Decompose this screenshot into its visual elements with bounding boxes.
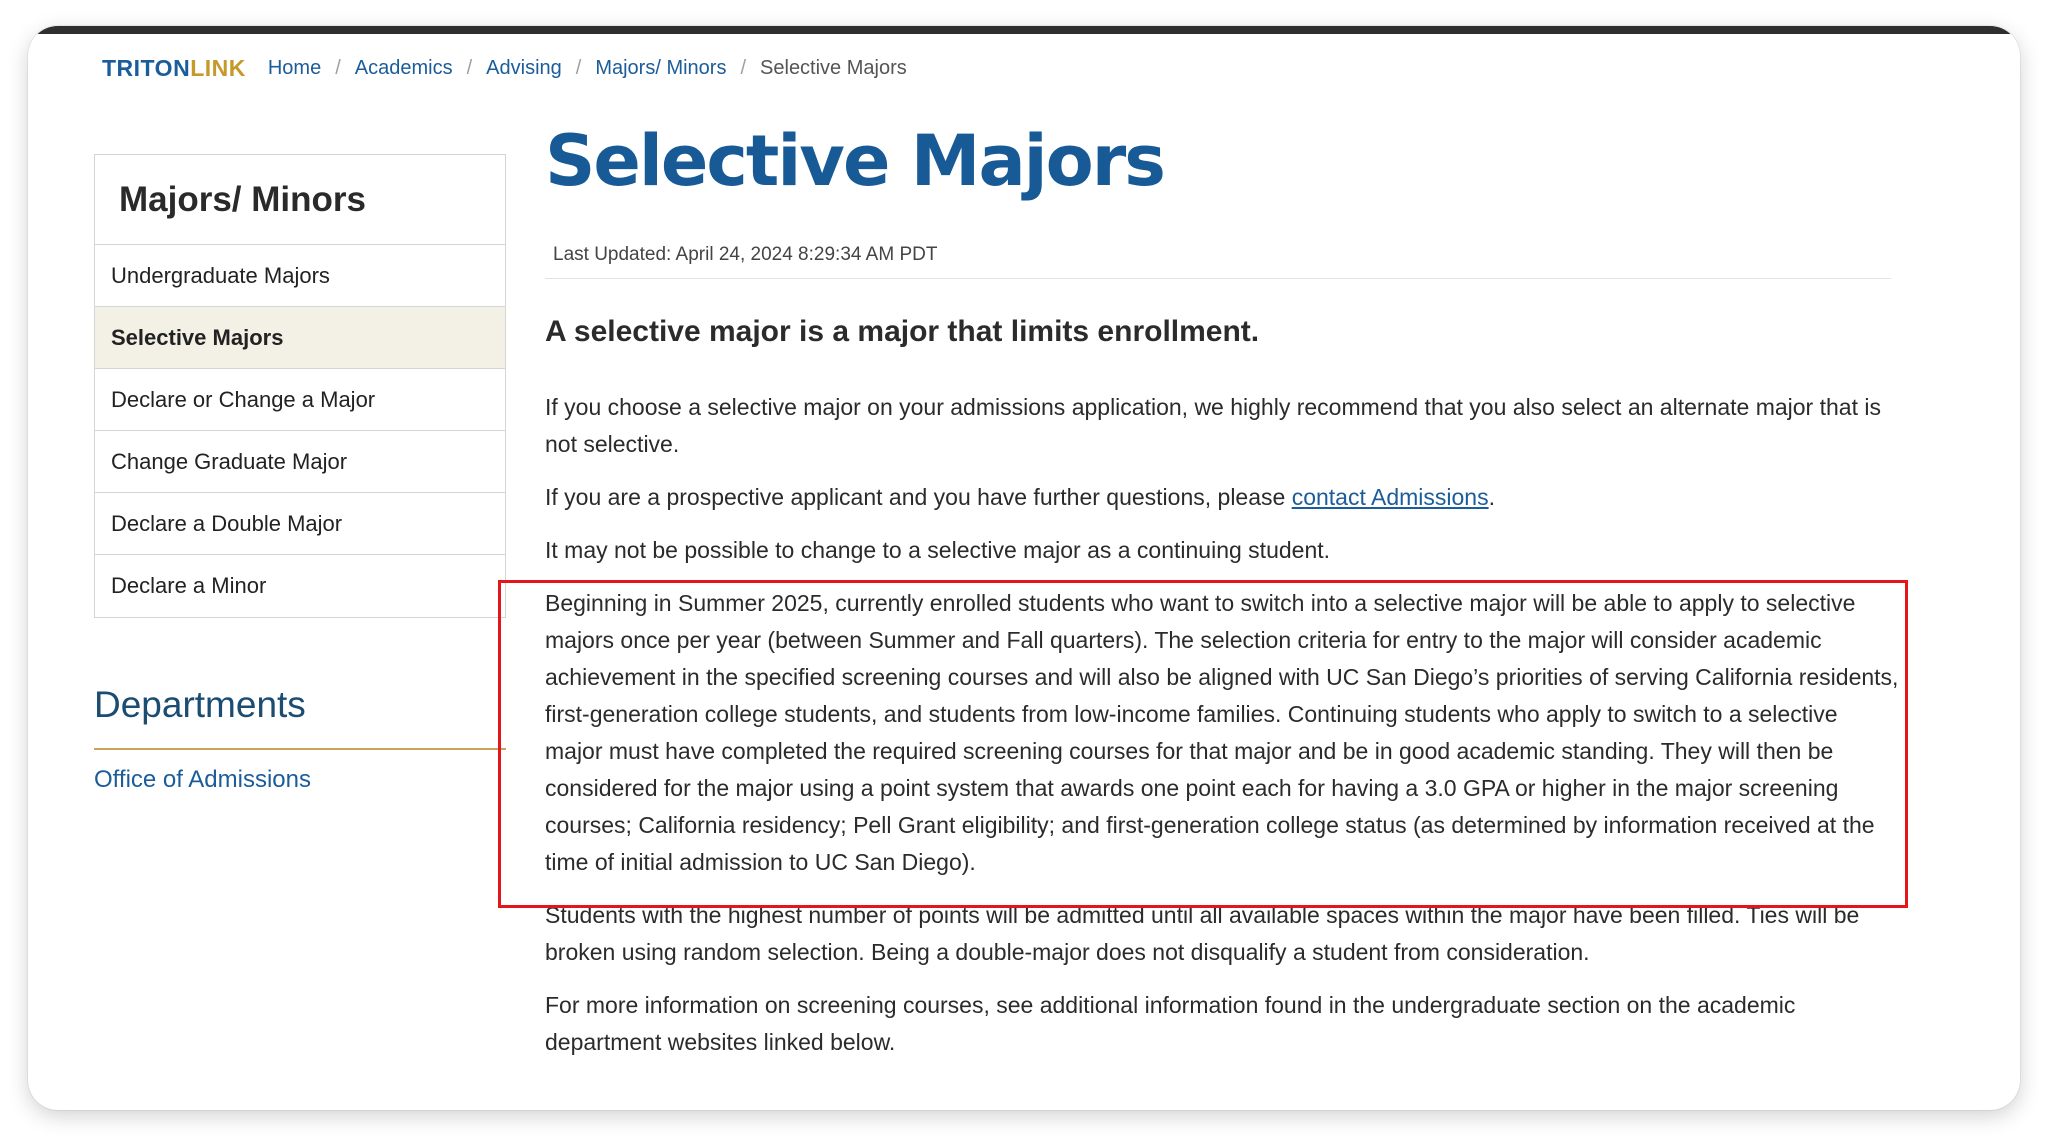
paragraph-more-info: For more information on screening courses, see additional information found in the undergraduate section on the academic department websites linked below.: [545, 992, 1796, 1055]
paragraph-contact-text: If you are a prospective applicant and you have further questions, please: [545, 484, 1292, 510]
contact-admissions-link[interactable]: contact Admissions: [1291, 484, 1489, 510]
sidebar-nav: [94, 154, 506, 618]
paragraph-alternate-major: If you choose a selective major on your admissions application, we highly recommend that you also select an alternate major that is not selective.: [545, 394, 1881, 457]
breadcrumb-majors-minors[interactable]: Majors/ Minors: [595, 56, 727, 79]
window-top-edge: [28, 26, 2020, 34]
breadcrumb-home[interactable]: Home: [267, 56, 322, 79]
tritonlink-logo[interactable]: [102, 55, 246, 82]
sidebar-title: Majors/ Minors: [95, 155, 505, 245]
breadcrumb-separator: /: [740, 56, 747, 79]
paragraph-summer-2025: Beginning in Summer 2025, currently enrolled students who want to switch into a selective major will be able to apply to selective majors once per year (between Summer and Fall quarters). The selection criteria for entry to the major will consider academic achievement in the specified screening courses and will also be aligned with UC San Diego’s priorities of serving California residents, first-generation college students, and students from low-income families. Continuing students who apply to switch to a selective major must have completed the required screening courses for that major and be in good academic standing. They will then be considered for the major using a point system that awards one point each for having a 3.0 GPA or higher in the major screening courses; California residency; Pell Grant eligibility; and first-generation college status (as determined by information received at the time of initial admission to UC San Diego).: [545, 590, 1899, 875]
departments-heading: Departments: [94, 684, 306, 725]
paragraph-continuing: It may not be possible to change to a selective major as a continuing student.: [545, 537, 1331, 563]
browser-window: [28, 26, 2020, 1110]
breadcrumb-separator: /: [466, 56, 473, 79]
breadcrumb-separator: /: [575, 56, 582, 79]
breadcrumb-current: Selective Majors: [760, 56, 907, 79]
breadcrumb-separator: /: [335, 56, 341, 79]
paragraph-points: Students with the highest number of points will be admitted until all available spaces within the major have been filled. Ties will be broken using random selection. Being a double-major does not disqualify a student from consideration.: [545, 902, 1860, 965]
sidebar-item-selective-majors[interactable]: Selective Majors: [95, 307, 505, 369]
sidebar-item-change-graduate-major[interactable]: Change Graduate Major: [95, 431, 505, 493]
logo-text-triton: TRITON: [102, 54, 191, 81]
breadcrumb-advising[interactable]: Advising: [486, 56, 562, 79]
sidebar-item-undergraduate-majors[interactable]: Undergraduate Majors: [95, 245, 505, 307]
logo-text-link: LINK: [190, 54, 246, 81]
departments-divider: [94, 748, 506, 750]
divider: [545, 278, 1891, 279]
page-title: Selective Majors: [545, 120, 1164, 202]
paragraph-contact: [545, 479, 1901, 516]
sidebar-item-declare-or-change-major[interactable]: Declare or Change a Major: [95, 369, 505, 431]
breadcrumb: [102, 48, 907, 88]
lead-heading: A selective major is a major that limits enrollment.: [545, 315, 1260, 348]
breadcrumb-academics[interactable]: Academics: [354, 56, 453, 79]
paragraph-contact-end: .: [1488, 484, 1495, 510]
office-of-admissions-link[interactable]: Office of Admissions: [94, 766, 311, 793]
sidebar-item-declare-double-major[interactable]: Declare a Double Major: [95, 493, 505, 555]
last-updated: Last Updated: April 24, 2024 8:29:34 AM PDT: [553, 244, 938, 265]
main-content: [545, 116, 1925, 1061]
sidebar-item-declare-minor[interactable]: Declare a Minor: [111, 573, 267, 598]
